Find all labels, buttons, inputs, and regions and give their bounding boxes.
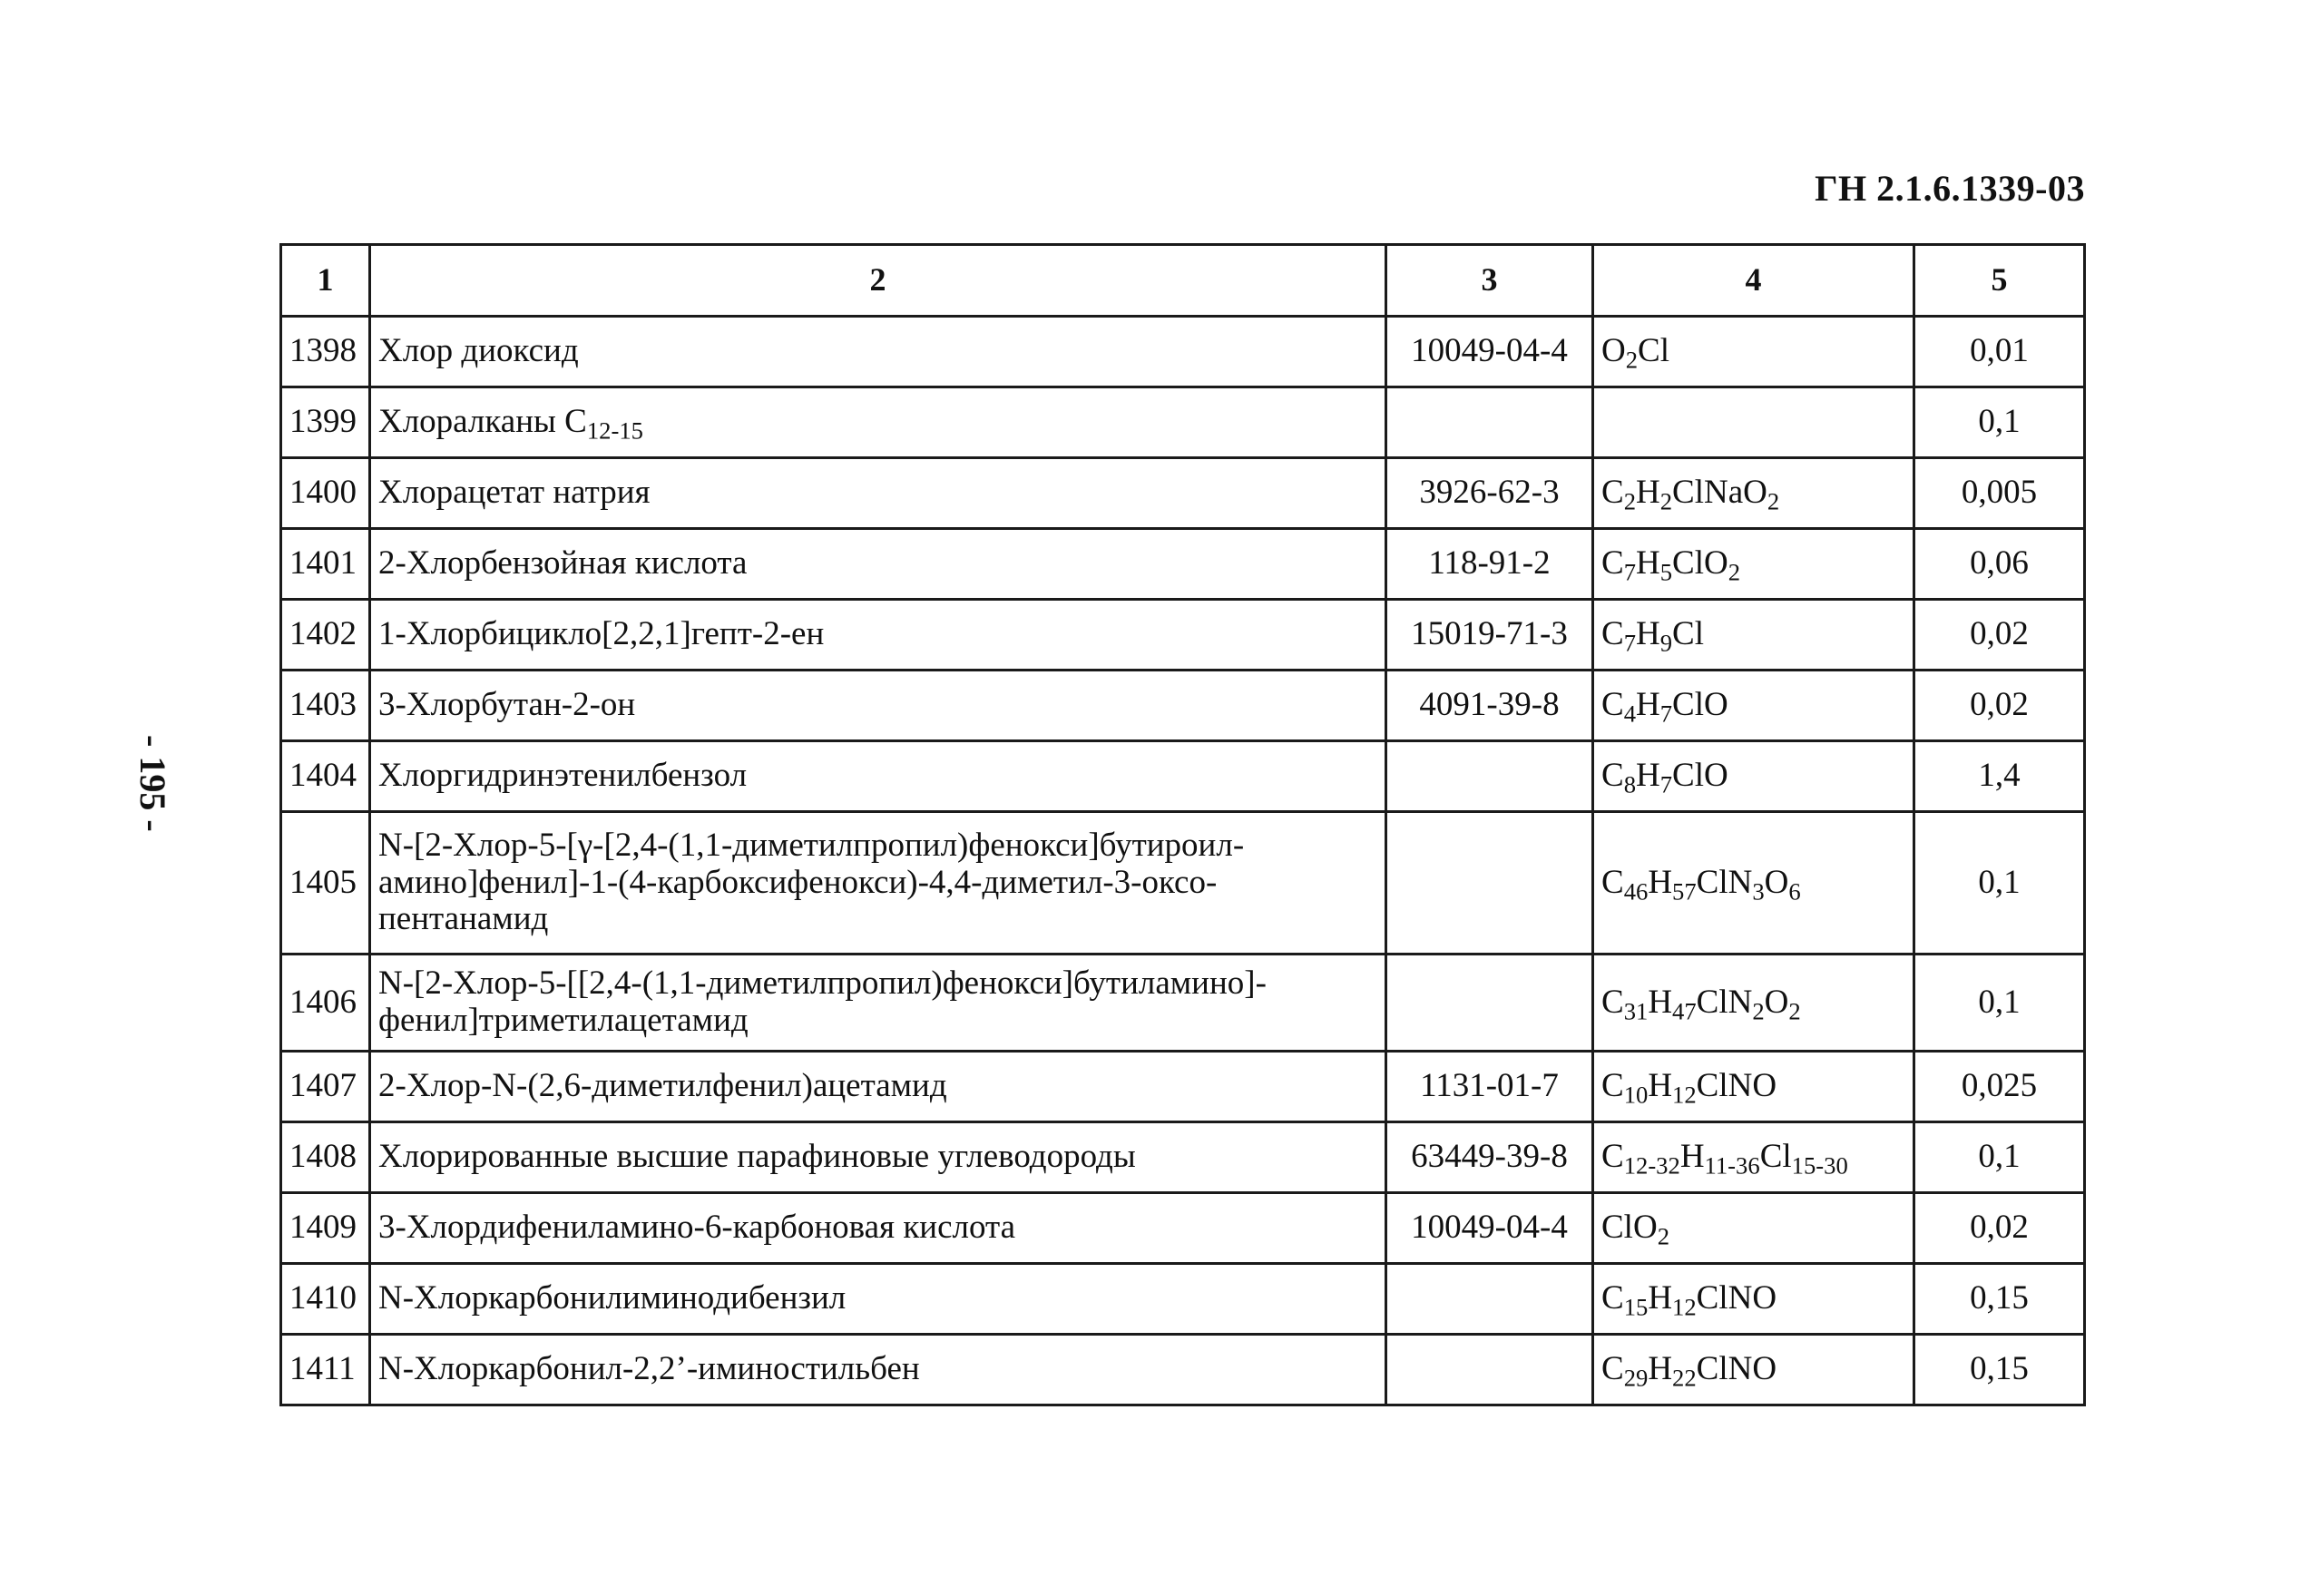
limit-value: 0,02 [1914,1193,2085,1264]
column-header: 1 [281,245,370,317]
page-number: - 195 - [132,735,173,832]
chemical-formula: $C_{15}H_{12}ClNO$ [1593,1264,1914,1335]
chemical-formula: $C_8H_7ClO$ [1593,741,1914,812]
substance-name: Хлоралканы $C_{12-15}$ [370,387,1386,458]
limit-value: 0,005 [1914,458,2085,529]
table-row [281,741,2085,812]
chemical-formula: $C_{29}H_{22}ClNO$ [1593,1335,1914,1405]
cas-number: 3926-62-3 [1386,458,1593,529]
substance-name: Хлорированные высшие парафиновые углеводороды [370,1122,1386,1193]
substance-name: 3-Хлордифениламино-6-карбоновая кислота [370,1193,1386,1264]
cas-number [1386,741,1593,812]
row-number: 1411 [281,1335,370,1405]
table-row [281,317,2085,387]
chemical-formula: $C_{31}H_{47}ClN_2O_2$ [1593,955,1914,1052]
table-row [281,529,2085,600]
limit-value: 0,1 [1914,1122,2085,1193]
limit-value: 0,01 [1914,317,2085,387]
chemical-formula [1593,387,1914,458]
row-number: 1410 [281,1264,370,1335]
substance-name: 3-Хлорбутан-2-он [370,671,1386,741]
table-row [281,1264,2085,1335]
cas-number: 10049-04-4 [1386,1193,1593,1264]
cas-number: 118-91-2 [1386,529,1593,600]
limit-value: 0,15 [1914,1264,2085,1335]
substance-name: Хлорацетат натрия [370,458,1386,529]
chemical-formula: $C_{46}H_{57}ClN_3O_6$ [1593,812,1914,955]
row-number: 1405 [281,812,370,955]
limit-value: 0,02 [1914,671,2085,741]
row-number: 1399 [281,387,370,458]
limit-value: 0,1 [1914,955,2085,1052]
table-body [281,245,2085,1405]
cas-number [1386,812,1593,955]
cas-number: 4091-39-8 [1386,671,1593,741]
substance-name: N-Хлоркарбонил-2,2’-иминостильбен [370,1335,1386,1405]
row-number: 1408 [281,1122,370,1193]
column-header: 5 [1914,245,2085,317]
row-number: 1403 [281,671,370,741]
table-row [281,387,2085,458]
limit-value: 1,4 [1914,741,2085,812]
limit-value: 0,15 [1914,1335,2085,1405]
document-code: ГН 2.1.6.1339-03 [1815,168,2085,209]
cas-number [1386,1264,1593,1335]
chemical-formula: ClO$_2$ [1593,1193,1914,1264]
limit-value: 0,06 [1914,529,2085,600]
substance-name: N-Хлоркарбонилиминодибензил [370,1264,1386,1335]
chemical-formula: $C_7H_5ClO_2$ [1593,529,1914,600]
table-row [281,1122,2085,1193]
cas-number [1386,387,1593,458]
limit-value: 0,025 [1914,1052,2085,1122]
limit-value: 0,1 [1914,812,2085,955]
header-row [281,245,2085,317]
table-row [281,671,2085,741]
chemical-formula: $C_4H_7ClO$ [1593,671,1914,741]
substance-name: Хлоргидринэтенилбензол [370,741,1386,812]
row-number: 1400 [281,458,370,529]
cas-number: 63449-39-8 [1386,1122,1593,1193]
limit-value: 0,1 [1914,387,2085,458]
table-row [281,1193,2085,1264]
row-number: 1401 [281,529,370,600]
table-row [281,1052,2085,1122]
table-row [281,955,2085,1052]
substance-name: 1-Хлорбицикло[2,2,1]гепт-2-ен [370,600,1386,671]
substance-name: 2-Хлор-N-(2,6-диметилфенил)ацетамид [370,1052,1386,1122]
chemical-formula: $O_2Cl$ [1593,317,1914,387]
row-number: 1407 [281,1052,370,1122]
column-header: 3 [1386,245,1593,317]
chemical-formula: $C_{10}H_{12}ClNO$ [1593,1052,1914,1122]
chemical-formula: $C_2H_2ClNaO_2$ [1593,458,1914,529]
cas-number: 15019-71-3 [1386,600,1593,671]
limit-value: 0,02 [1914,600,2085,671]
substances-table [279,243,2086,1406]
cas-number [1386,1335,1593,1405]
column-header: 2 [370,245,1386,317]
substance-name: 2-Хлорбензойная кислота [370,529,1386,600]
table-row [281,1335,2085,1405]
chemical-formula: $C_7H_9Cl$ [1593,600,1914,671]
row-number: 1406 [281,955,370,1052]
cas-number [1386,955,1593,1052]
row-number: 1409 [281,1193,370,1264]
row-number: 1404 [281,741,370,812]
row-number: 1398 [281,317,370,387]
table-row [281,812,2085,955]
row-number: 1402 [281,600,370,671]
cas-number: 1131-01-7 [1386,1052,1593,1122]
chemical-formula: $C_{12-32}H_{11-36}Cl_{15-30}$ [1593,1122,1914,1193]
substance-name: N-[2-Хлор-5-[[2,4-(1,1-диметилпропил)фенокси]бутиламино]-фенил]триметилацетамид [370,955,1386,1052]
table-row [281,600,2085,671]
substance-name: Хлор диоксид [370,317,1386,387]
substance-name: N-[2-Хлор-5-[γ-[2,4-(1,1-диметилпропил)фенокси]бутироил-амино]фенил]-1-(4-карбоксифенокси)-4,4-диметил-3-оксо-пентанамид [370,812,1386,955]
table-row [281,458,2085,529]
column-header: 4 [1593,245,1914,317]
cas-number: 10049-04-4 [1386,317,1593,387]
